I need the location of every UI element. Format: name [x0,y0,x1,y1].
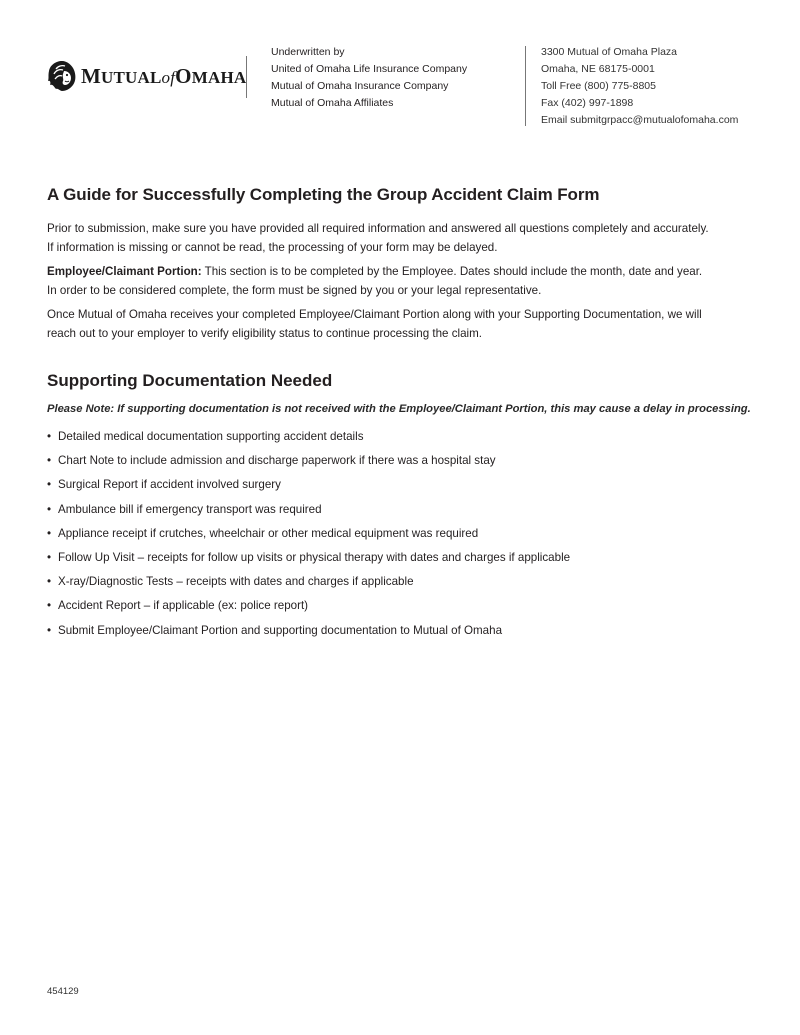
lion-head-icon [47,60,77,92]
underwriter-block [271,44,467,112]
address-city: Omaha, NE 68175-0001 [541,63,655,75]
address-street: 3300 Mutual of Omaha Plaza [541,46,677,58]
bullet-icon: • [47,599,52,613]
header-divider [246,56,247,98]
intro-paragraph: Prior to submission, make sure you have provided all required information and answered all questions completely and accurately. If information is missing or cannot be read, the processing of your form may be delayed. [47,222,709,254]
underwritten-label: Underwritten by [271,46,345,58]
guide-title: A Guide for Successfully Completing the Group Accident Claim Form [47,185,600,204]
list-item: • Submit Employee/Claimant Portion and supporting documentation to Mutual of Omaha [47,622,570,646]
bullet-icon: • [47,502,52,516]
underwriter-company: Mutual of Omaha Affiliates [271,97,394,109]
header-divider [525,46,526,126]
bullet-icon: • [47,526,52,540]
logo-wordmark: MUTUALofOMAHA [81,63,247,88]
form-code: 454129 [47,986,79,997]
list-item: • Chart Note to include admission and discharge paperwork if there was a hospital stay [47,452,570,476]
verification-paragraph: Once Mutual of Omaha receives your completed Employee/Claimant Portion along with your Supporting Documentation, we will reach out to your employer to verify eligibility status to continue processing the claim. [47,308,702,340]
bullet-icon: • [47,575,52,589]
bullet-icon: • [47,550,52,564]
bullet-icon: • [47,454,52,468]
email-address: Email submitgrpacc@mutualofomaha.com [541,114,739,126]
underwriter-company: United of Omaha Life Insurance Company [271,63,468,75]
employee-paragraph: Employee/Claimant Portion: This section is to be completed by the Employee. Dates should include the month, date and year. In order to be considered complete, the form must be signed by you or your legal representative. [47,265,703,297]
processing-note: Please Note: If supporting documentation is not received with the Employee/Claimant Portion, this may cause a delay in processing. [47,403,751,415]
fax-number: Fax (402) 997-1898 [541,97,634,109]
list-item: • Surgical Report if accident involved surgery [47,476,570,500]
bullet-icon: • [47,478,52,492]
underwriter-company: Mutual of Omaha Insurance Company [271,80,449,92]
supporting-docs-title: Supporting Documentation Needed [47,371,333,390]
list-item: • Accident Report – if applicable (ex: police report) [47,597,570,621]
list-item: • Appliance receipt if crutches, wheelchair or other medical equipment was required [47,525,570,549]
contact-block [541,44,738,129]
list-item: • Follow Up Visit – receipts for follow up visits or physical therapy with dates and charges if applicable [47,549,570,573]
list-item: • Ambulance bill if emergency transport was required [47,501,570,525]
bullet-icon: • [47,623,52,637]
toll-free-number: Toll Free (800) 775-8805 [541,80,656,92]
documentation-list [47,428,570,646]
bullet-icon: • [47,430,52,443]
list-item: • X-ray/Diagnostic Tests – receipts with dates and charges if applicable [47,573,570,597]
employee-label: Employee/Claimant Portion: [47,265,202,278]
list-item: • Detailed medical documentation supporting accident details [47,428,570,452]
company-logo [47,60,246,92]
